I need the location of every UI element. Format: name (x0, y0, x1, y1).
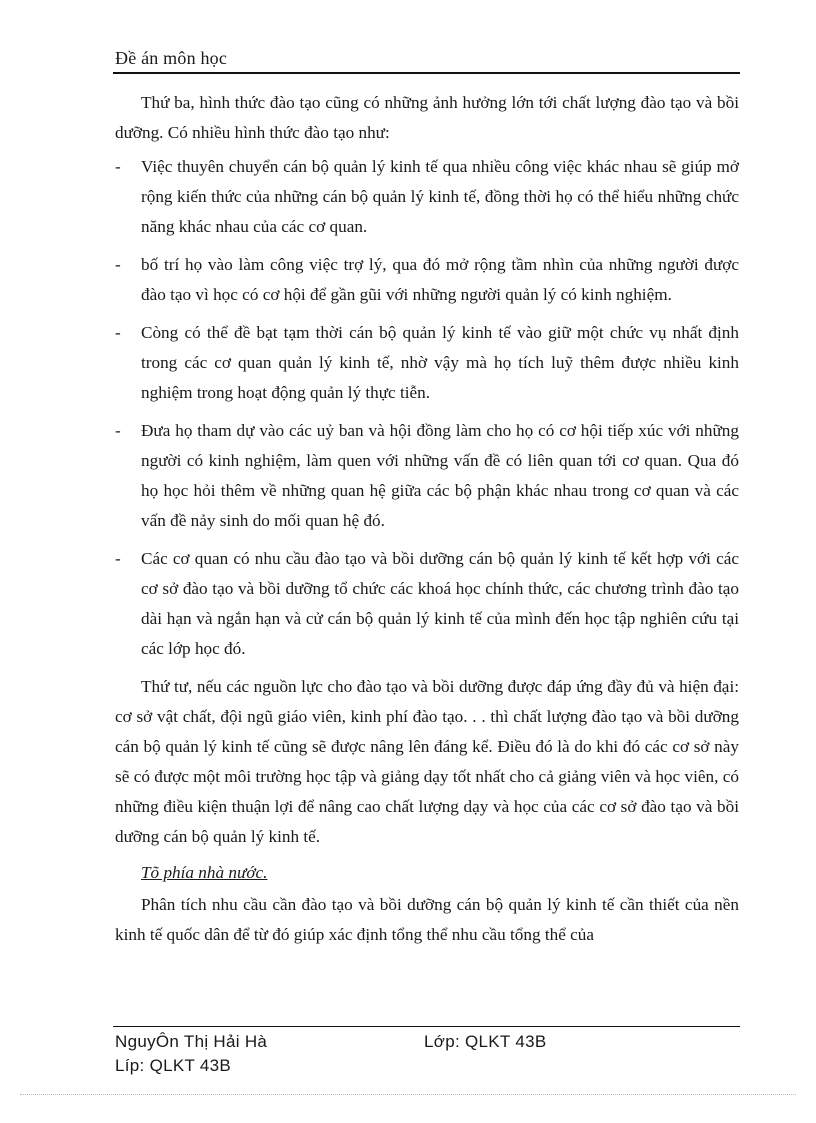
bullet-dash: - (115, 157, 121, 176)
bullet-dash: - (115, 323, 121, 342)
bullet-dash: - (115, 549, 121, 568)
list-item-text: Còng có thể đề bạt tạm thời cán bộ quản lý kinh tế vào giữ một chức vụ nhất định trong các cơ quan quản lý kinh tế, nhờ vậy mà họ tích luỹ thêm được nhiều kinh nghiệm trong hoạt động quản lý thực tiễn. (141, 323, 739, 402)
list-item (115, 544, 739, 664)
section-subheading: Tõ phía nhà nước. (141, 863, 268, 882)
list-item (115, 152, 739, 242)
page-content (115, 88, 739, 954)
footer-divider (113, 1026, 740, 1027)
training-forms-list (115, 152, 739, 664)
page-bottom-edge (20, 1094, 796, 1095)
fourth-paragraph: Thứ tư, nếu các nguồn lực cho đào tạo và bồi dưỡng được đáp ứng đầy đủ và hiện đại: cơ sở vật chất, đội ngũ giáo viên, kinh phí đào tạo. . . thì chất lượng đào tạo và bồi dưỡng cán bộ quản lý kinh tế cũng sẽ được nâng lên đáng kể. Điều đó là do khi đó các cơ sở này sẽ có được một môi trường học tập và giảng dạy tốt nhất cho cả giảng viên và học viên, có những điều kiện thuận lợi để nâng cao chất lượng dạy và học của các cơ sở đào tạo và bồi dưỡng cán bộ quản lý kinh tế. (115, 677, 739, 846)
footer-author-name: NguyÔn Thị Hải Hà (115, 1032, 268, 1051)
page-header-title: Đề án môn học (115, 48, 228, 68)
list-item (115, 250, 739, 310)
intro-paragraph: Thứ ba, hình thức đào tạo cũng có những ảnh hưởng lớn tới chất lượng đào tạo và bồi dưỡng. Có nhiều hình thức đào tạo như: (115, 93, 739, 142)
header-divider (113, 72, 740, 74)
analysis-paragraph: Phân tích nhu cầu cần đào tạo và bồi dưỡng cán bộ quản lý kinh tế cần thiết của nền kinh tế quốc dân để từ đó giúp xác định tổng thể nhu cầu tổng thể của (115, 895, 739, 944)
list-item (115, 416, 739, 536)
list-item-text: Đưa họ tham dự vào các uỷ ban và hội đồng làm cho họ có cơ hội tiếp xúc với những người có kinh nghiệm, làm quen với những vấn đề có liên quan tới cơ quan. Qua đó họ học hỏi thêm về những quan hệ giữa các bộ phận khác nhau trong cơ quan và các vấn đề nảy sinh do mối quan hệ đó. (141, 421, 739, 530)
list-item-text: Việc thuyên chuyển cán bộ quản lý kinh tế qua nhiều công việc khác nhau sẽ giúp mở rộng kiến thức của những cán bộ quản lý kinh tế, đồng thời họ có thể hiểu những chức năng khác nhau của các cơ quan. (141, 157, 739, 236)
bullet-dash: - (115, 421, 121, 440)
list-item-text: Các cơ quan có nhu cầu đào tạo và bồi dưỡng cán bộ quản lý kinh tế kết hợp với các cơ sở đào tạo và bồi dưỡng tổ chức các khoá học chính thức, các chương trình đào tạo dài hạn và ngắn hạn và cử cán bộ quản lý kinh tế của mình đến học tập nghiên cứu tại các lớp học đó. (141, 549, 739, 658)
footer-class-label: Lớp: QLKT 43B (424, 1032, 547, 1051)
bullet-dash: - (115, 255, 121, 274)
list-item (115, 318, 739, 408)
list-item-text: bố trí họ vào làm công việc trợ lý, qua đó mở rộng tầm nhìn của những người được đào tạo vì học có cơ hội để gần gũi với những người quản lý có kinh nghiệm. (141, 255, 739, 304)
footer-class-label-secondary: Líp: QLKT 43B (115, 1056, 232, 1075)
